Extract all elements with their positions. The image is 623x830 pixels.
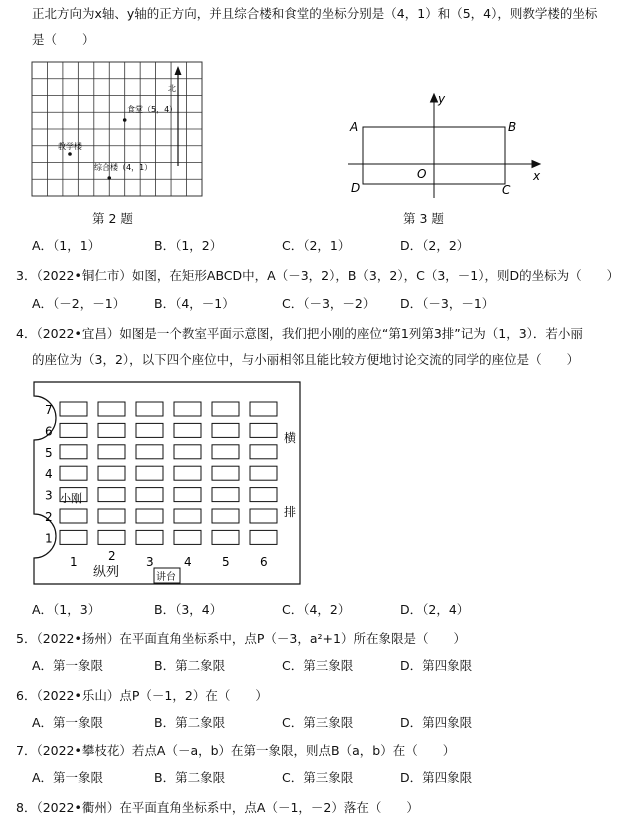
desk-r7-c4 [174,402,201,416]
q4-option-d[interactable]: D．（2，4） [400,602,470,617]
desk-r2-c6 [250,509,277,523]
desk-r4-c1 [60,466,87,480]
podium-label: 讲台 [156,572,176,583]
q2-option-a[interactable]: A．（1，1） [32,238,101,253]
row-title-top: 横 [284,431,297,445]
desk-r5-c5 [212,445,239,459]
canteen-point [123,118,127,122]
row-label: 7 [45,403,53,417]
desk-r6-c5 [212,423,239,437]
column-label: 1 [70,555,78,569]
desk-r1-c6 [250,530,277,544]
desk-grid [60,402,277,544]
north-arrow [175,66,182,166]
column-label: 3 [146,555,154,569]
x-axis-label: x [533,169,541,183]
desk-r7-c5 [212,402,239,416]
desk-r1-c1 [60,530,87,544]
desk-r2-c5 [212,509,239,523]
desk-r6-c4 [174,423,201,437]
vertex-d-label: D [351,181,361,195]
column-label: 4 [184,555,192,569]
fig3-caption: 第 3 题 [403,211,444,226]
north-label: 北 [168,84,176,93]
column-label: 6 [260,555,268,569]
q2-option-b[interactable]: B．（1，2） [154,238,223,253]
column-title-label: 纵列 [93,565,120,580]
complex-building-point [107,176,111,180]
complex-building-label: 综合楼（4，1） [94,163,153,172]
q2-option-c[interactable]: C．（2，1） [282,238,351,253]
canteen-label: 食堂（5，4） [127,105,178,114]
row-number-labels [45,403,53,545]
q3-option-d[interactable]: D．（－3，－1） [400,296,495,311]
desk-r4-c4 [174,466,201,480]
teaching-building-point [68,152,72,156]
row-label: 2 [45,510,53,524]
q2-stem-line1: 正北方向为x轴、y轴的正方向，并且综合楼和食堂的坐标分别是（4，1）和（5，4），则教学楼的坐标 [32,6,598,21]
q6-option-d[interactable]: D．第四象限 [400,715,473,730]
q3-stem: 3．（2022•铜仁市）如图，在矩形ABCD中，A（－3，2），B（3，2），C（3，－1），则D的坐标为（ ） [16,268,620,283]
desk-r2-c2 [98,509,125,523]
q3-option-c[interactable]: C．（－3，－2） [282,296,376,311]
desk-r7-c1 [60,402,87,416]
classroom-seating-plan [30,378,306,588]
q4-option-b[interactable]: B．（3，4） [154,602,223,617]
vertex-c-label: C [502,183,511,197]
desk-r7-c6 [250,402,277,416]
q6-stem: 6．（2022•乐山）点P（－1，2）在（ ） [16,688,268,703]
q5-option-c[interactable]: C．第三象限 [282,658,354,673]
fig2-grid-lines [32,62,202,196]
origin-label: O [417,167,427,181]
q5-option-a[interactable]: A．第一象限 [32,658,104,673]
desk-r2-c3 [136,509,163,523]
q7-option-a[interactable]: A．第一象限 [32,770,104,785]
desk-r3-c3 [136,488,163,502]
desk-r6-c1 [60,423,87,437]
q6-option-b[interactable]: B．第二象限 [154,715,226,730]
desk-r3-c4 [174,488,201,502]
desk-r7-c2 [98,402,125,416]
desk-r1-c3 [136,530,163,544]
desk-r1-c2 [98,530,125,544]
q4-option-c[interactable]: C．（4，2） [282,602,351,617]
desk-r7-c3 [136,402,163,416]
fig2-caption: 第 2 题 [92,211,133,226]
q5-option-d[interactable]: D．第四象限 [400,658,473,673]
column-label: 2 [108,549,116,563]
fig3-rectangle-diagram [340,88,550,200]
q6-option-c[interactable]: C．第三象限 [282,715,354,730]
q4-option-a[interactable]: A．（1，3） [32,602,101,617]
vertex-b-label: B [508,120,517,134]
xiaogang-label: 小刚 [60,492,82,505]
q2-option-d[interactable]: D．（2，2） [400,238,470,253]
fig2-grid-map [28,58,206,200]
row-label: 1 [45,531,53,546]
row-label: 6 [45,424,53,439]
desk-r2-c1 [60,509,87,523]
y-axis-label: y [438,92,446,106]
q4-stem-line1: 4．（2022•宜昌）如图是一个教室平面示意图，我们把小刚的座位“第1列第3排”记为（1，3）．若小丽 [16,326,583,341]
desk-r6-c2 [98,423,125,437]
q8-stem: 8．（2022•衢州）在平面直角坐标系中，点A（－1，－2）落在（ ） [16,800,419,815]
desk-r1-c4 [174,530,201,544]
column-label: 5 [222,555,230,569]
desk-r5-c3 [136,445,163,459]
desk-r3-c5 [212,488,239,502]
desk-r3-c6 [250,488,277,502]
desk-r6-c6 [250,423,277,437]
desk-r4-c5 [212,466,239,480]
desk-r4-c2 [98,466,125,480]
desk-r1-c5 [212,530,239,544]
row-title-bottom: 排 [284,505,297,519]
desk-r2-c4 [174,509,201,523]
q7-option-c[interactable]: C．第三象限 [282,770,354,785]
desk-r4-c6 [250,466,277,480]
q5-stem: 5．（2022•扬州）在平面直角坐标系中，点P（－3，a²+1）所在象限是（ ） [16,631,466,646]
q7-stem: 7．（2022•攀枝花）若点A（－a，b）在第一象限，则点B（a，b）在（ ） [16,743,456,758]
q7-option-d[interactable]: D．第四象限 [400,770,473,785]
q3-option-a[interactable]: A．（－2，－1） [32,296,126,311]
q6-option-a[interactable]: A．第一象限 [32,715,104,730]
desk-r5-c4 [174,445,201,459]
q2-stem-line2: 是（ ） [32,32,95,47]
q7-option-b[interactable]: B．第二象限 [154,770,226,785]
q3-option-b[interactable]: B．（4，－1） [154,296,235,311]
desk-r5-c2 [98,445,125,459]
desk-r5-c1 [60,445,87,459]
desk-r4-c3 [136,466,163,480]
teaching-building-label: 教学楼 [58,142,82,151]
desk-r3-c2 [98,488,125,502]
desk-r5-c6 [250,445,277,459]
fig3-axes [348,94,540,198]
q5-option-b[interactable]: B．第二象限 [154,658,226,673]
q4-stem-line2: 的座位为（3，2），以下四个座位中，与小丽相邻且能比较方便地讨论交流的同学的座位是（ ） [32,352,580,367]
desk-r6-c3 [136,423,163,437]
row-label: 4 [45,467,53,482]
row-label: 3 [45,488,53,503]
vertex-a-label: A [350,120,359,134]
row-label: 5 [45,445,53,460]
